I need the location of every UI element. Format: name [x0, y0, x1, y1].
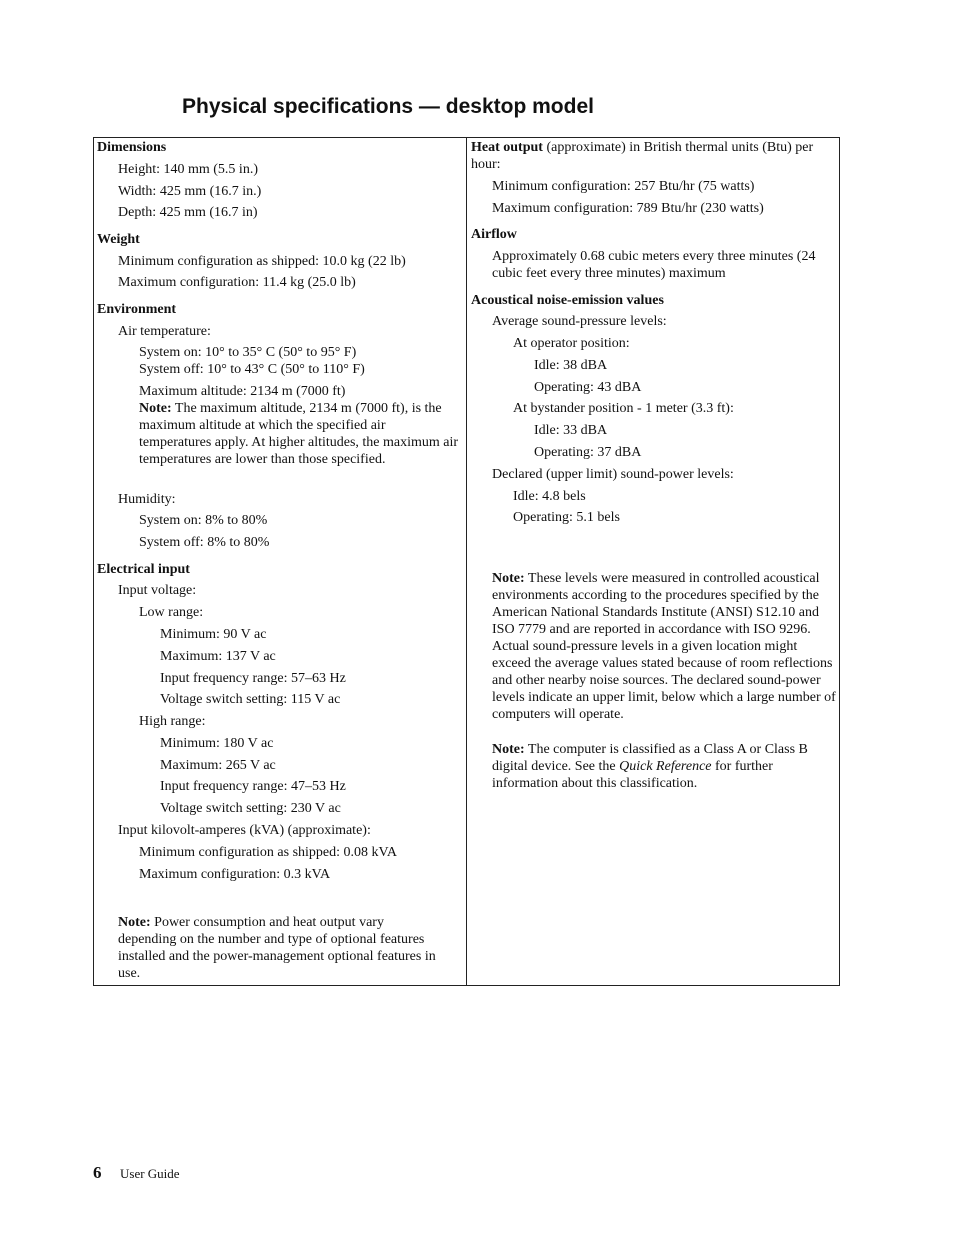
low-range-label: Low range: [139, 605, 204, 620]
avg-sound-pressure-label: Average sound-pressure levels: [492, 314, 667, 329]
dimensions-width: Width: 425 mm (16.7 in.) [118, 184, 262, 199]
specifications-table [93, 137, 840, 986]
column-divider [466, 138, 467, 985]
declared-sound-power-label: Declared (upper limit) sound-power levels: [492, 467, 734, 482]
low-range-switch: Voltage switch setting: 115 V ac [160, 692, 341, 707]
footer-label: User Guide [120, 1166, 180, 1181]
airflow-text: Approximately 0.68 cubic meters every three minutes (24 cubic feet every three minutes) maximum [492, 249, 816, 281]
acoustic-heading: Acoustical noise-emission values [471, 293, 664, 308]
air-temp-system-on: System on: 10° to 35° C (50° to 95° F) [139, 345, 357, 360]
low-range-min: Minimum: 90 V ac [160, 627, 267, 642]
heat-output-title: Heat output [471, 140, 543, 155]
note-label: Note: [139, 401, 172, 416]
input-voltage-label: Input voltage: [118, 583, 197, 598]
air-temp-system-off: System off: 10° to 43° C (50° to 110° F) [139, 362, 365, 377]
weight-min: Minimum configuration as shipped: 10.0 kg (22 lb) [118, 254, 406, 269]
dimensions-depth: Depth: 425 mm (16.7 in) [118, 205, 258, 220]
bystander-idle: Idle: 33 dBA [534, 423, 608, 438]
kva-label: Input kilovolt-amperes (kVA) (approximate): [118, 823, 371, 838]
altitude-note-text: The maximum altitude, 2134 m (7000 ft), is the maximum altitude at which the specified air temperatures apply. At higher altitudes, the maximum air temperatures are lower than those specified. [139, 401, 459, 467]
operator-position-label: At operator position: [513, 336, 630, 351]
weight-max: Maximum configuration: 11.4 kg (25.0 lb) [118, 275, 356, 290]
acoustic-note-text: These levels were measured in controlled acoustical environments according to the procedures specified by the American National Standards Institute (ANSI) S12.10 and ISO 7779 and are reported in accordance with ISO 9296. Actual sound-pressure levels in a given location might exceed the average values stated because of room reflections and other nearby noise sources. The declared sound-power levels indicate an upper limit, below which a large number of computers will operate. [492, 571, 836, 722]
heat-output-description: (approximate) in British thermal units (Btu) per hour: [471, 140, 814, 172]
quick-reference-title: Quick Reference [619, 759, 712, 774]
power-note-text: Power consumption and heat output vary depending on the number and type of optional features installed and the power-management optional features in use. [118, 915, 436, 981]
classification-note [492, 741, 838, 792]
max-altitude: Maximum altitude: 2134 m (7000 ft) [139, 384, 346, 399]
note-label: Note: [118, 915, 151, 930]
altitude-note [139, 400, 459, 468]
high-range-switch: Voltage switch setting: 230 V ac [160, 801, 341, 816]
low-range-max: Maximum: 137 V ac [160, 649, 276, 664]
operator-operating: Operating: 43 dBA [534, 380, 642, 395]
high-range-frequency: Input frequency range: 47–53 Hz [160, 779, 346, 794]
heat-output-max: Maximum configuration: 789 Btu/hr (230 watts) [492, 201, 764, 216]
high-range-label: High range: [139, 714, 206, 729]
page-number: 6 [93, 1163, 102, 1182]
humidity-label: Humidity: [118, 492, 176, 507]
air-temperature-label: Air temperature: [118, 324, 211, 339]
bystander-operating: Operating: 37 dBA [534, 445, 642, 460]
environment-heading: Environment [97, 302, 177, 317]
heat-output-min: Minimum configuration: 257 Btu/hr (75 watts) [492, 179, 755, 194]
electrical-heading: Electrical input [97, 562, 190, 577]
note-label: Note: [492, 571, 525, 586]
high-range-min: Minimum: 180 V ac [160, 736, 274, 751]
weight-heading: Weight [97, 232, 140, 247]
classification-note-text-b: for further information about this classification. [492, 759, 773, 791]
declared-operating: Operating: 5.1 bels [513, 510, 620, 525]
humidity-system-on: System on: 8% to 80% [139, 513, 268, 528]
classification-note-text-a: The computer is classified as a Class A or Class B digital device. See the [492, 742, 808, 774]
note-label: Note: [492, 742, 525, 757]
kva-max: Maximum configuration: 0.3 kVA [139, 867, 331, 882]
acoustic-note [492, 570, 838, 723]
operator-idle: Idle: 38 dBA [534, 358, 608, 373]
humidity-system-off: System off: 8% to 80% [139, 535, 270, 550]
dimensions-heading: Dimensions [97, 140, 167, 155]
airflow-heading: Airflow [471, 227, 517, 242]
kva-min: Minimum configuration as shipped: 0.08 kVA [139, 845, 397, 860]
page-title: Physical specifications — desktop model [182, 95, 594, 118]
declared-idle: Idle: 4.8 bels [513, 489, 586, 504]
dimensions-height: Height: 140 mm (5.5 in.) [118, 162, 258, 177]
heat-output-heading [471, 139, 833, 173]
bystander-position-label: At bystander position - 1 meter (3.3 ft): [513, 401, 734, 416]
power-note [118, 914, 438, 982]
high-range-max: Maximum: 265 V ac [160, 758, 276, 773]
low-range-frequency: Input frequency range: 57–63 Hz [160, 671, 346, 686]
